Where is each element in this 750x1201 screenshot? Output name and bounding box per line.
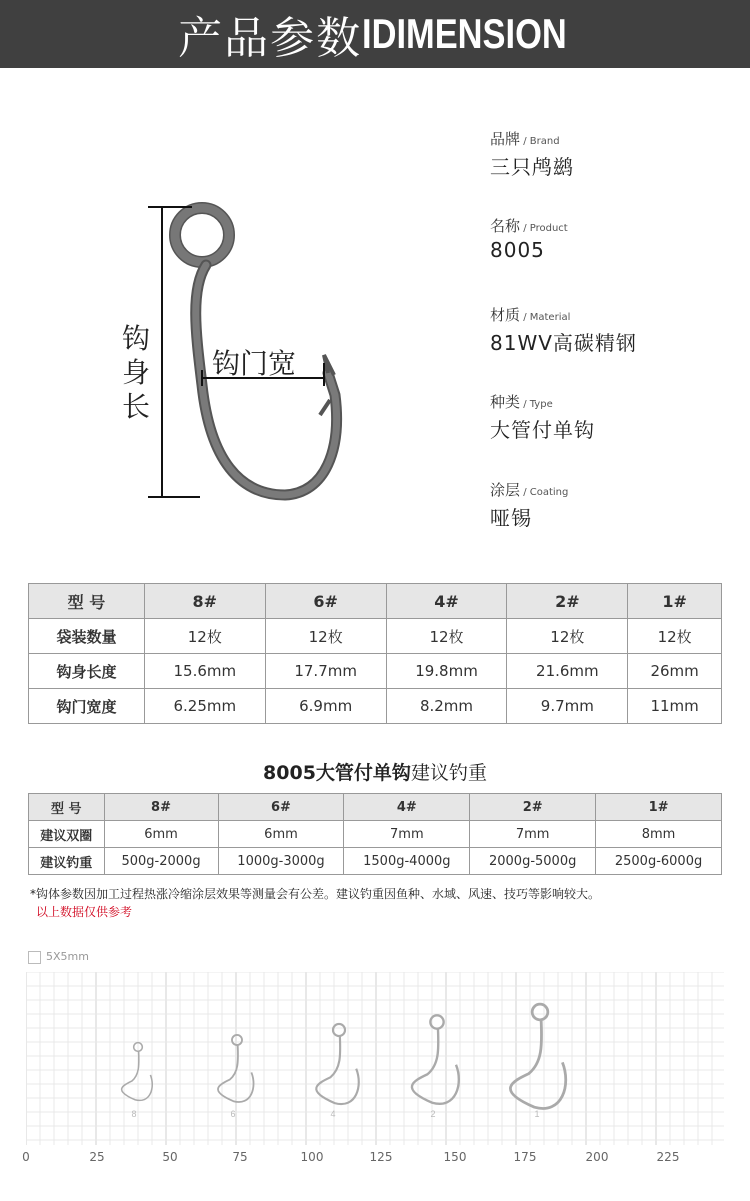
banner-title-en: IDIMENSION	[362, 10, 567, 57]
axis-tick-label: 25	[89, 1150, 105, 1164]
hook-size-label: 2	[430, 1109, 436, 1119]
title-banner	[0, 0, 750, 68]
weight-table	[28, 793, 722, 875]
axis-tick-label: 75	[232, 1150, 248, 1164]
axis-tick-label: 225	[656, 1150, 680, 1164]
banner-title-zh: 产品参数	[178, 13, 363, 64]
table-header-row: 型 号 8# 6# 4# 2# 1#	[29, 584, 722, 619]
disclaimer-note: *钩体参数因加工过程热涨冷缩涂层效果等测量会有公差。建议钓重因鱼种、水域、风速、技巧等影响较大。	[30, 887, 601, 901]
table-row: 钩门宽度 6.25mm 6.9mm 8.2mm 9.7mm 11mm	[29, 689, 722, 724]
spec-material: 材质 / Material 81WV高碳精钢	[490, 306, 637, 355]
axis-tick-label: 50	[162, 1150, 178, 1164]
axis-tick-label: 125	[369, 1150, 393, 1164]
table-row: 袋装数量 12枚 12枚 12枚 12枚 12枚	[29, 619, 722, 654]
grid-cell-label: 5X5mm	[46, 950, 89, 963]
spec-coating-value: 哑锡	[490, 506, 532, 530]
axis-tick-label: 200	[585, 1150, 609, 1164]
hook-size-4	[316, 1024, 358, 1104]
spec-type: 种类 / Type 大管付单钩	[490, 393, 595, 442]
weight-section-title: 8005大管付单钩建议钓重	[263, 762, 487, 784]
spec-material-value: 81WV高碳精钢	[490, 331, 637, 355]
axis-tick-label: 175	[513, 1150, 537, 1164]
spec-product-value: 8005	[490, 238, 545, 262]
axis-tick-label: 100	[300, 1150, 324, 1164]
spec-brand-value: 三只鸬鹚	[490, 155, 574, 179]
spec-type-value: 大管付单钩	[490, 418, 595, 442]
hook-size-label: 8	[131, 1109, 137, 1119]
hook-size-2	[412, 1015, 459, 1103]
grid-cell-legend-icon	[28, 951, 41, 964]
table-row: 建议钓重 500g-2000g 1000g-3000g 1500g-4000g 2000g-5000g 2500g-6000g	[29, 848, 722, 875]
gap-width-label: 钩门宽	[212, 347, 297, 380]
hook-size-label: 6	[230, 1109, 236, 1119]
scale-grid	[26, 972, 726, 1147]
hook-size-label: 1	[534, 1109, 540, 1119]
axis-tick-label: 0	[22, 1150, 30, 1164]
axis-tick-label: 150	[443, 1150, 467, 1164]
table-row: 钩身长度 15.6mm 17.7mm 19.8mm 21.6mm 26mm	[29, 654, 722, 689]
body-length-label: 钩身长	[122, 322, 151, 423]
table-row: 建议双圈 6mm 6mm 7mm 7mm 8mm	[29, 821, 722, 848]
spec-brand: 品牌 / Brand 三只鸬鹚	[490, 130, 574, 179]
spec-product: 名称 / Product 8005	[490, 217, 568, 262]
size-table	[28, 583, 722, 724]
hook-size-8	[122, 1043, 153, 1101]
spec-coating: 涂层 / Coating 哑锡	[490, 481, 569, 530]
hook-size-label: 4	[330, 1109, 336, 1119]
table-header-row: 型 号 8# 6# 4# 2# 1#	[29, 794, 722, 821]
reference-note: 以上数据仅供参考	[36, 905, 133, 919]
